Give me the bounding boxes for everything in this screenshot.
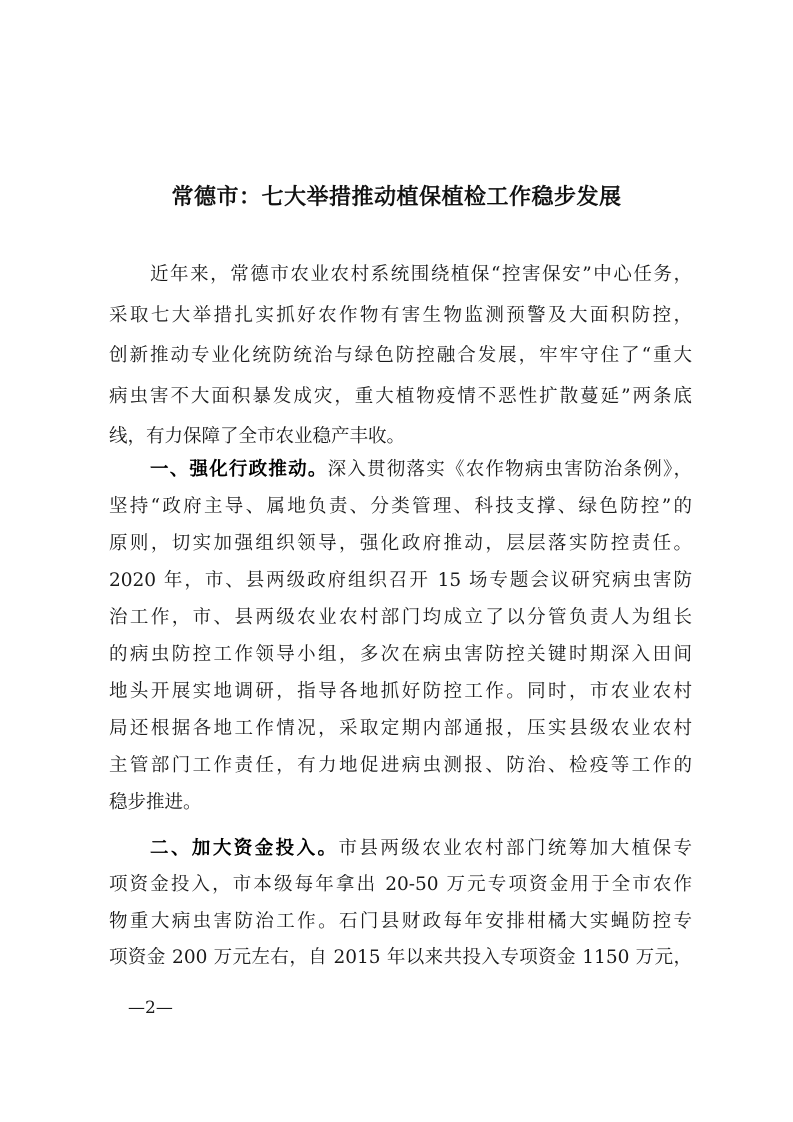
paragraph-line: 近年来，常德市农业农村系统围绕植保“控害保安”中心任务， bbox=[150, 264, 692, 285]
paragraph-line: 坚持“政府主导、属地负责、分类管理、科技支撑、绿色防控”的 bbox=[109, 495, 692, 517]
paragraph-line-text: 深入贯彻落实《农作物病虫害防治条例》， bbox=[327, 458, 692, 480]
paragraph-line: 稳步推进。 bbox=[109, 791, 202, 813]
paragraph-funding-investment bbox=[109, 831, 692, 977]
page-number: —2— bbox=[128, 998, 173, 1018]
section-heading: 二、加大资金投入。 bbox=[150, 837, 339, 859]
document-title: 常德市：七大举措推动植保植检工作稳步发展 bbox=[171, 184, 622, 210]
section-heading: 一、强化行政推动。 bbox=[150, 458, 328, 480]
paragraph-intro bbox=[109, 255, 692, 458]
paragraph-line: 主管部门工作责任，有力地促进病虫测报、防治、检疫等工作的 bbox=[109, 754, 692, 776]
paragraph-line: 治工作，市、县两级农业农村部门均成立了以分管负责人为组长 bbox=[109, 606, 692, 628]
paragraph-line: 原则，切实加强组织领导，强化政府推动，层层落实防控责任。 bbox=[109, 532, 692, 554]
paragraph-line: 采取七大举措扎实抓好农作物有害生物监测预警及大面积防控， bbox=[109, 304, 692, 326]
paragraph-line bbox=[109, 831, 692, 868]
paragraph-line: 2020 年，市、县两级政府组织召开 15 场专题会议研究病虫害防 bbox=[109, 569, 692, 591]
paragraph-line: 局还根据各地工作情况，采取定期内部通报，压实县级农业农村 bbox=[109, 717, 692, 739]
paragraph-line: 项资金 200 万元左右，自 2015 年以来共投入专项资金 1150 万元， bbox=[109, 947, 692, 968]
paragraph-line: 病虫害不大面积暴发成灾，重大植物疫情不恶性扩散蔓延”两条底 bbox=[109, 385, 692, 407]
paragraph-line: 物重大病虫害防治工作。石门县财政每年安排柑橘大实蝇防控专 bbox=[109, 910, 692, 932]
paragraph-line: 地头开展实地调研，指导各地抓好防控工作。同时，市农业农村 bbox=[109, 680, 692, 702]
paragraph-line-text: 市县两级农业农村部门统筹加大植保专 bbox=[338, 837, 692, 859]
paragraph-line bbox=[109, 451, 692, 488]
paragraph-line: 线，有力保障了全市农业稳产丰收。 bbox=[109, 426, 406, 447]
paragraph-line: 创新推动专业化统防统治与绿色防控融合发展，牢牢守住了“重大 bbox=[109, 345, 692, 366]
paragraph-administrative-push bbox=[109, 451, 692, 821]
paragraph-line: 的病虫防控工作领导小组，多次在病虫害防控关键时期深入田间 bbox=[109, 643, 692, 665]
paragraph-line: 项资金投入，市本级每年拿出 20-50 万元专项资金用于全市农作 bbox=[109, 874, 692, 895]
